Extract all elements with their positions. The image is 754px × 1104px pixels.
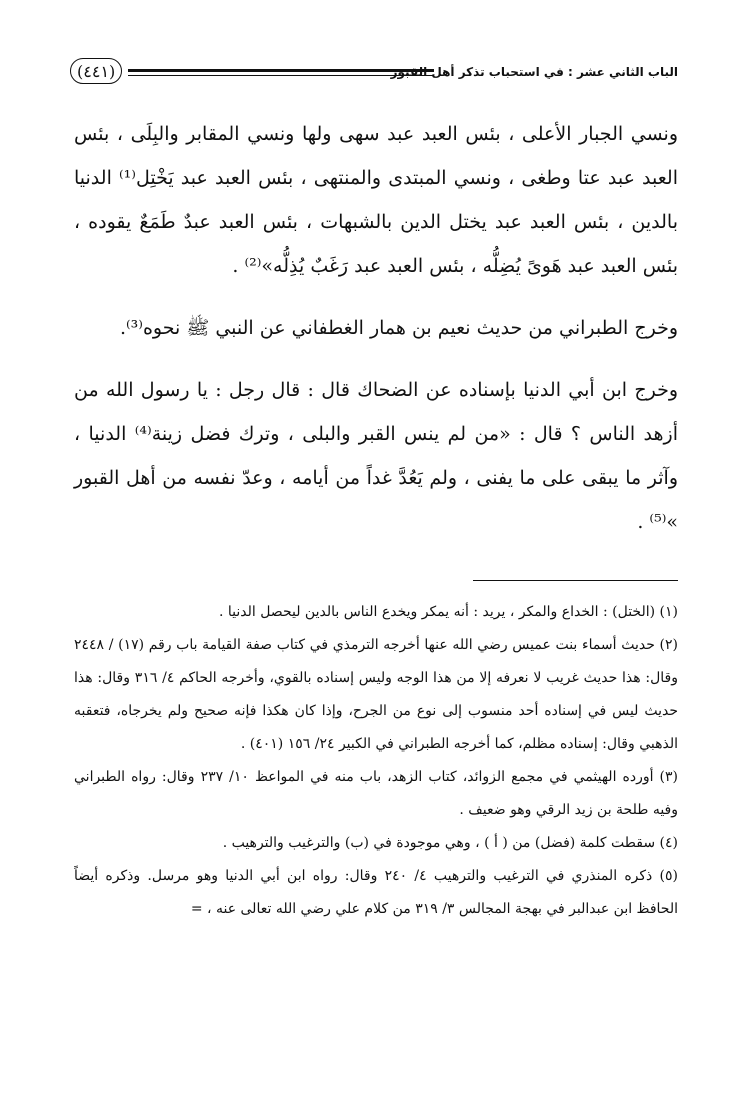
header-rule xyxy=(128,69,434,72)
chapter-title: الباب الثاني عشر : في استحباب تذكر أهل القبور xyxy=(390,65,678,79)
footnote: (١) (الختل) : الخداع والمكر ، يريد : أنه يمكر ويخدع الناس بالدين ليحصل الدنيا . xyxy=(218,604,678,620)
main-text xyxy=(74,112,678,562)
footnote: (٣) أورده الهيثمي في مجمع الزوائد، كتاب الزهد، باب منه في المواعظ ١٠/ ٢٣٧ وقال: رواه الطبراني وفيه طلحة بن زيد الرقي وهو ضعيف . xyxy=(74,769,679,818)
running-header xyxy=(70,56,678,90)
paragraph: وخرج الطبراني من حديث نعيم بن همار الغطفاني عن النبي ﷺ نحوه⁽³⁾. xyxy=(119,317,678,339)
paragraph: وخرج ابن أبي الدنيا بإسناده عن الضحاك قال : قال رجل : يا رسول الله من أزهد الناس ؟ قال : «من لم ينس القبر والبلى ، وترك فضل زينة⁽⁴⁾ الدنيا ، وآثر ما يبقى على ما يفنى ، ولم يَعُدَّ غداً من أيامه ، وعدّ نفسه من أهل القبور »⁽⁵⁾ . xyxy=(74,379,678,533)
page-number: (٤٤١) xyxy=(70,58,122,84)
footnote: (٥) ذكره المنذري في الترغيب والترهيب ٤/ ٢٤٠ وقال: رواه ابن أبي الدنيا وهو مرسل. وذكره أيضاً الحافظ ابن عبدالبر في بهجة المجالس ٣/ ٣١٩ من كلام علي رضي الله تعالى عنه ، = xyxy=(74,868,678,917)
paragraph: ونسي الجبار الأعلى ، بئس العبد عبد سهى ولها ونسي المقابر والبِلَى ، بئس العبد عبد عتا وطغى ، ونسي المبتدى والمنتهى ، بئس العبد عبد يَخْتِل⁽¹⁾ الدنيا بالدين ، بئس العبد عبد يختل الدين بالشبهات ، بئس العبد عبدٌ طَمَعٌ يقوده ، بئس العبد عبد هَوىً يُضِلُّه ، بئس العبد عبد رَغَبٌ يُذِلُّه»⁽²⁾ . xyxy=(74,123,678,277)
footnote-separator xyxy=(473,580,678,581)
header-rule-thin xyxy=(128,75,434,76)
footnotes xyxy=(74,596,678,926)
footnote: (٢) حديث أسماء بنت عميس رضي الله عنها أخرجه الترمذي في كتاب صفة القيامة باب رقم (١٧) / ٢٤٤٨ وقال: هذا حديث غريب لا نعرفه إلا من هذا الوجه وليس إسناده بالقوي، وأخرجه الحاكم ٤/ ٣١٦ وقال: هذا حديث ليس في إسناده أحد منسوب إلى نوع من الجرح، وإذا كان هكذا فإنه صحيح ولم يخرجاه، فتعقبه الذهبي وقال: إسناده مظلم، كما أخرجه الطبراني في الكبير ٢٤/ ١٥٦ (٤٠١) . xyxy=(74,637,679,752)
footnote: (٤) سقطت كلمة (فضل) من ( أ ) ، وهي موجودة في (ب) والترغيب والترهيب . xyxy=(222,835,678,851)
